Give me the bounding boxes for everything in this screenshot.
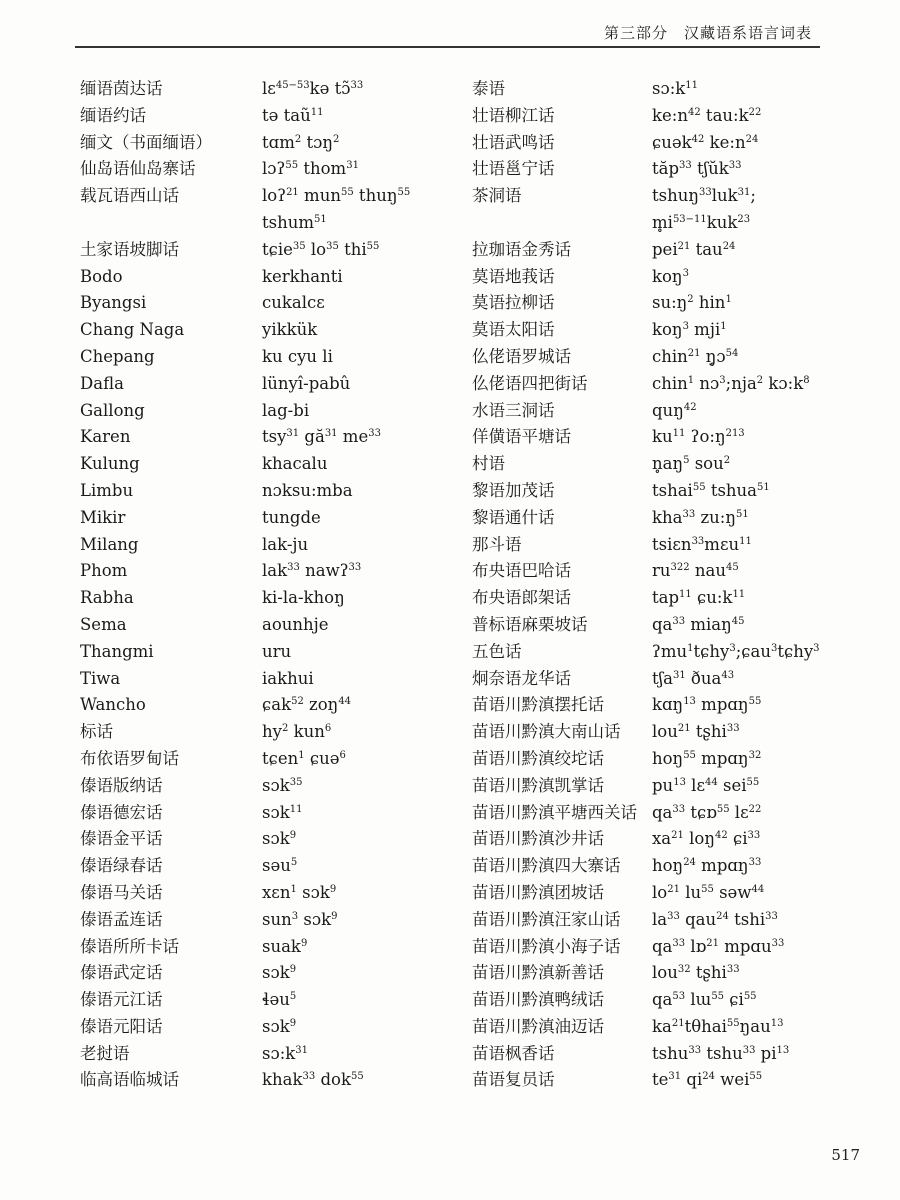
word-form: koŋ$^3$: [652, 266, 689, 286]
language-name: 苗语川黔滇凯掌话: [472, 775, 604, 795]
language-name: Limbu: [80, 480, 134, 500]
word-form: tap$^{11}$ $ɕu:k^{11}$: [652, 588, 746, 608]
language-name: 苗语川黔滇摆托话: [472, 695, 604, 715]
word-form: kha$^{33}$ $zu:ŋ^{51}$: [652, 507, 749, 527]
word-form: $su:ŋ^2$ hin$^1$: [652, 293, 732, 313]
word-form: aounhje: [262, 614, 329, 634]
page-number: 517: [831, 1146, 860, 1164]
word-form: tshuŋ$^{33}$luk$^{31}$;: [652, 186, 756, 206]
language-name: 缅语约话: [80, 105, 146, 125]
language-name: Karen: [80, 427, 131, 447]
word-form: tungde: [262, 507, 321, 527]
language-name: Bodo: [80, 266, 123, 286]
language-name: 苗语川黔滇鸭绒话: [472, 990, 604, 1010]
word-form: $pu^{13}$ lɛ$^{44}$ sei$^{55}$: [652, 775, 760, 795]
word-form: $ku^{11}$ $ʔo:ŋ^{213}$: [652, 427, 745, 447]
language-name: 壮语武鸣话: [472, 132, 555, 152]
language-name: 缅语茵达话: [80, 79, 163, 98]
word-form: khacalu: [262, 454, 328, 474]
word-form: tshai$^{55}$ tshua$^{51}$: [652, 480, 770, 500]
language-name: Sema: [80, 614, 127, 634]
word-form: $ke:n^{42}$ $tau:k^{22}$: [652, 105, 762, 125]
language-name: 苗语川黔滇汪家山话: [472, 909, 621, 929]
word-form: $n̥aŋ^5$ sou$^2$: [652, 454, 731, 474]
word-form: tɑm$^2$ tɔŋ$^2$: [262, 132, 340, 152]
language-name: 傣语孟连话: [80, 909, 163, 929]
language-name: 黎语加茂话: [472, 480, 555, 500]
language-name: [80, 210, 255, 237]
word-form: $qa^{33}$ tɕɒ$^{55}$ lɛ$^{22}$: [652, 802, 762, 822]
word-form: sɔk$^9$: [262, 1016, 297, 1036]
word-form: $sɔ:k^{11}$: [652, 79, 699, 98]
word-form: tsy$^{31}$ $gă^{31}$ $me^{33}$: [262, 427, 381, 447]
language-name: 傣语元阳话: [80, 1016, 163, 1036]
language-name: 苗语川黔滇团坡话: [472, 882, 604, 902]
word-form: kerkhanti: [262, 266, 343, 286]
word-form: ɬəu$^5$: [262, 990, 297, 1010]
word-form: $qa^{53}$ lɯ$^{55}$ ɕi$^{55}$: [652, 990, 757, 1010]
language-name-column-left: [80, 76, 255, 1094]
language-name: 壮语柳江话: [472, 105, 555, 125]
language-name: 土家语坡脚话: [80, 239, 179, 259]
language-name: 苗语川黔滇油迈话: [472, 1016, 604, 1036]
language-name: 临高语临城话: [80, 1070, 179, 1090]
language-name-column-right: [472, 76, 662, 1094]
language-name: Phom: [80, 561, 128, 581]
word-form: kɑŋ$^{13}$ mpɑŋ$^{55}$: [652, 695, 762, 715]
language-name: 佯僙语平塘话: [472, 427, 571, 447]
language-name: 那斗语: [472, 534, 522, 554]
language-name: 苗语川黔滇平塘西关话: [472, 802, 637, 822]
language-name: 布央语郎架话: [472, 588, 571, 608]
word-form: hoŋ$^{24}$ mpɑŋ$^{33}$: [652, 856, 762, 876]
word-form: lag-bi: [262, 400, 310, 420]
language-name: 拉珈语金秀话: [472, 239, 571, 259]
word-form: sun$^3$ sɔk$^9$: [262, 909, 338, 929]
word-form: $ka^{21}t\theta hai^{55}ŋau^{13}$: [652, 1016, 784, 1036]
word-form: sɔk$^{35}$: [262, 775, 303, 795]
word-form: ki-la-khoŋ: [262, 588, 345, 608]
language-name: 苗语复员话: [472, 1070, 555, 1090]
language-name: 莫语地莪话: [472, 266, 555, 286]
header-rule: [75, 46, 820, 48]
language-name: 缅文（书面缅语）: [80, 132, 212, 152]
language-name: 布央语巴哈话: [472, 561, 571, 581]
language-name: Gallong: [80, 400, 145, 420]
word-form: $qa^{33}$ miaŋ$^{45}$: [652, 614, 745, 634]
language-name: Chang Naga: [80, 320, 185, 340]
word-form: $m̥i^{53-11}kuk^{23}$: [652, 212, 751, 232]
language-name: 黎语通什话: [472, 507, 555, 527]
language-name: 苗语川黔滇绞坨话: [472, 748, 604, 768]
language-name: 壮语邕宁话: [472, 159, 555, 179]
word-form-column-right: [652, 76, 852, 1094]
language-name: 普标语麻栗坡话: [472, 614, 588, 634]
language-name: Rabha: [80, 588, 134, 608]
word-form: lɛ$^{45-53}$kə tɔ̃$^{33}$: [262, 79, 364, 98]
word-form: tɕie$^{35}$ $lo^{35}$ thi$^{55}$: [262, 239, 380, 259]
language-name: Tiwa: [80, 668, 121, 688]
language-name: 傣语绿春话: [80, 856, 163, 876]
language-name: 水语三洞话: [472, 400, 555, 420]
word-form: $sɔ:k^{31}$: [262, 1043, 309, 1063]
word-form: tʃa$^{31}$ ðua$^{43}$: [652, 668, 735, 688]
language-name: 傣语元江话: [80, 990, 163, 1010]
word-form: lou$^{21}$ tʂhi$^{33}$: [652, 722, 740, 742]
word-form: $la^{33}$ qau$^{24}$ tshi$^{33}$: [652, 909, 778, 929]
word-form: ʔmu$^1$tɕhy$^3$;ɕau$^3$tɕhy$^3$: [652, 641, 820, 661]
language-name: 苗语枫香话: [472, 1043, 555, 1063]
language-name: 苗语川黔滇四大寨话: [472, 856, 621, 876]
language-name: Mikir: [80, 507, 126, 527]
word-form: tshum$^{51}$: [262, 212, 327, 232]
word-form: $lo^{21}$ $lu^{55}$ səw$^{44}$: [652, 882, 765, 902]
word-form: $hy^2$ kun$^6$: [262, 722, 332, 742]
language-name: 苗语川黔滇大南山话: [472, 722, 621, 742]
word-form: sɔk$^9$: [262, 963, 297, 983]
language-name: 傣语德宏话: [80, 802, 163, 822]
language-name: Chepang: [80, 346, 155, 366]
word-form: yikkük: [262, 320, 318, 340]
word-form: lou$^{32}$ tʂhi$^{33}$: [652, 963, 740, 983]
language-name: 载瓦语西山话: [80, 186, 179, 206]
language-name: 村语: [472, 454, 505, 474]
word-form: səu$^5$: [262, 856, 298, 876]
word-form: uru: [262, 641, 292, 661]
language-name: 仫佬语罗城话: [472, 346, 571, 366]
word-form: koŋ$^3$ mji$^1$: [652, 320, 727, 340]
language-name: 傣语所所卡话: [80, 936, 179, 956]
word-form: chin$^1$ nɔ$^3$;nja$^2$ $kɔ:k^8$: [652, 373, 810, 393]
language-name: 苗语川黔滇小海子话: [472, 936, 621, 956]
word-form: $te^{31}$ $qi^{24}$ wei$^{55}$: [652, 1070, 763, 1090]
language-name: 泰语: [472, 79, 505, 98]
word-form: lak-ju: [262, 534, 309, 554]
word-form: ɕuək$^{42}$ $ke:n^{24}$: [652, 132, 759, 152]
language-name: 莫语拉柳话: [472, 293, 555, 313]
word-form: pei$^{21}$ tau$^{24}$: [652, 239, 736, 259]
word-form-column-left: [262, 76, 462, 1094]
word-form: $xa^{21}$ loŋ$^{42}$ ɕi$^{33}$: [652, 829, 761, 849]
word-form: iakhui: [262, 668, 314, 688]
word-form: hoŋ$^{55}$ mpɑŋ$^{32}$: [652, 748, 762, 768]
word-form: $qa^{33}$ lɒ$^{21}$ mpɑu$^{33}$: [652, 936, 785, 956]
language-name: Milang: [80, 534, 139, 554]
language-name: 炯奈语龙华话: [472, 668, 571, 688]
language-name: 傣语马关话: [80, 882, 163, 902]
language-name: Dafla: [80, 373, 124, 393]
word-form: khak$^{33}$ dok$^{55}$: [262, 1070, 364, 1090]
language-name: 五色话: [472, 641, 522, 661]
word-form: loʔ$^{21}$ mun$^{55}$ thuŋ$^{55}$: [262, 186, 411, 206]
language-name: 老挝语: [80, 1043, 130, 1063]
word-form: suak$^9$: [262, 936, 308, 956]
language-name: 苗语川黔滇新善话: [472, 963, 604, 983]
language-name: 傣语金平话: [80, 829, 163, 849]
language-name: 傣语版纳话: [80, 775, 163, 795]
word-form: quŋ$^{42}$: [652, 400, 697, 420]
language-name: 标话: [80, 722, 113, 742]
word-form: lak$^{33}$ nawʔ$^{33}$: [262, 561, 362, 581]
language-name: 苗语川黔滇沙井话: [472, 829, 604, 849]
language-name: 仙岛语仙岛寨话: [80, 159, 196, 179]
language-name: 茶洞语: [472, 186, 522, 206]
language-name: 莫语太阳话: [472, 320, 555, 340]
word-form: nɔksu:mba: [262, 480, 353, 500]
running-header: 第三部分 汉藏语系语言词表: [603, 24, 812, 42]
language-name: Thangmi: [80, 641, 154, 661]
language-name: Wancho: [80, 695, 146, 715]
word-form: ɕak$^{52}$ zoŋ$^{44}$: [262, 695, 352, 715]
language-name: 布依语罗甸话: [80, 748, 179, 768]
word-form: sɔk$^{11}$: [262, 802, 303, 822]
word-form: tsiɛn$^{33}$mɛu$^{11}$: [652, 534, 752, 554]
language-name: 仫佬语四把街话: [472, 373, 588, 393]
word-form: tə taũ$^{11}$: [262, 105, 324, 125]
word-form: cukalcɛ: [262, 293, 325, 313]
language-name: Byangsi: [80, 293, 147, 313]
word-form: chin$^{21}$ ŋ̥ɔ$^{54}$: [652, 346, 739, 366]
word-form: ku cyu li: [262, 346, 333, 366]
word-form: $ru^{322}$ nau$^{45}$: [652, 561, 739, 581]
word-form: xɛn$^1$ sɔk$^9$: [262, 882, 337, 902]
word-form: lünyî-pabû: [262, 373, 351, 393]
language-name: [472, 210, 662, 237]
language-name: Kulung: [80, 454, 140, 474]
word-form: tɕen$^1$ ɕuə$^6$: [262, 748, 346, 768]
word-form: sɔk$^9$: [262, 829, 297, 849]
word-form: tshu$^{33}$ tshu$^{33}$ $pi^{13}$: [652, 1043, 790, 1063]
word-form: lɔʔ$^{55}$ thom$^{31}$: [262, 159, 359, 179]
word-form: tăp$^{33}$ tʃŭk$^{33}$: [652, 159, 742, 179]
language-name: 傣语武定话: [80, 963, 163, 983]
